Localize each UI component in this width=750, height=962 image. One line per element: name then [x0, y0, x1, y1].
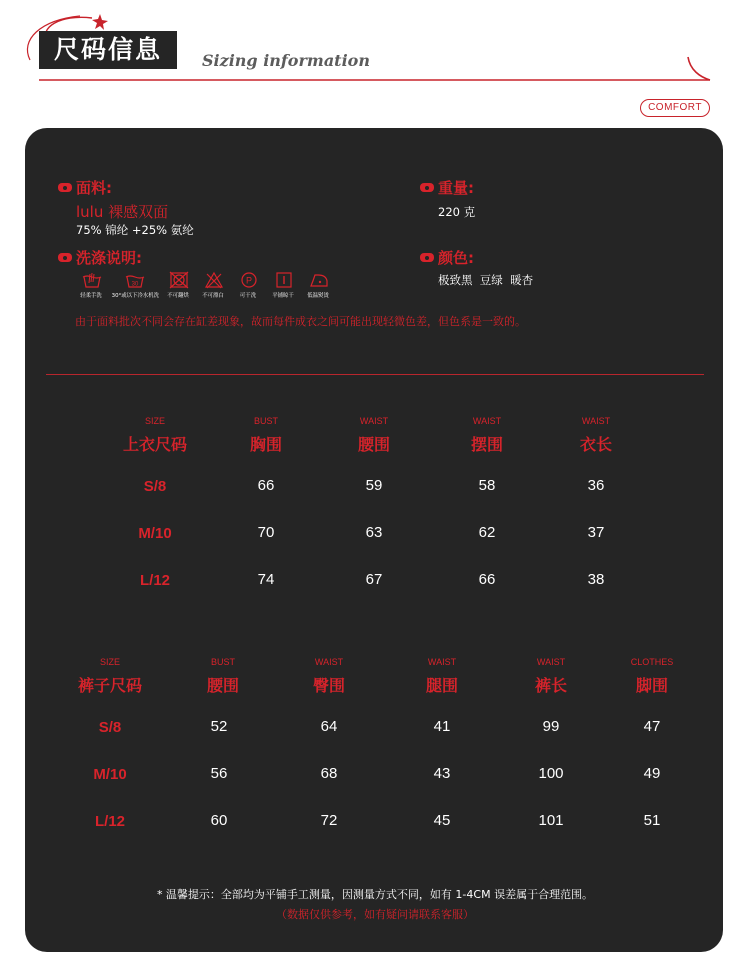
- care-item: P 可干洗: [231, 271, 266, 299]
- row-size: M/10: [138, 525, 172, 542]
- bullet-icon: [420, 253, 434, 262]
- table-cell: 45: [433, 812, 451, 829]
- care-item: 轻柔手洗: [74, 271, 109, 299]
- row-size: S/8: [98, 719, 122, 736]
- col-header-cn: 摆围: [470, 435, 503, 454]
- wash-label: 洗涤说明:: [58, 247, 142, 268]
- table-cell: 47: [643, 718, 661, 735]
- color-label: 颜色:: [420, 247, 474, 268]
- col-header-en: WAIST: [472, 416, 502, 426]
- care-item: 不可漂白: [196, 271, 231, 299]
- table-cell: 36: [587, 477, 605, 494]
- care-item: 不可翻烘: [161, 271, 196, 299]
- table-cell: 56: [210, 765, 228, 782]
- bullet-icon: [58, 253, 72, 262]
- col-header-cn: 衣长: [579, 435, 612, 454]
- table-cell: 64: [320, 718, 338, 735]
- page-subtitle: Sizing information: [202, 51, 370, 70]
- col-header-cn: 脚围: [635, 676, 668, 695]
- color-difference-notice: 由于面料批次不同会存在缸差现象，故而每件成衣之间可能出现轻微色差，但色系是一致的。: [75, 315, 526, 328]
- measurement-tip: * 温馨提示：全部均为平铺手工测量，因测量方式不同，如有 1-4CM 误差属于合理范围。: [156, 888, 594, 901]
- hand-wash-icon: [81, 271, 103, 289]
- col-header-en: WAIST: [359, 416, 389, 426]
- table-cell: 51: [643, 812, 661, 829]
- table-cell: 74: [257, 571, 275, 588]
- table-cell: 62: [478, 524, 496, 541]
- row-size: M/10: [93, 766, 127, 783]
- care-item: 30 30°或以下冷水机洗: [109, 271, 161, 299]
- table-cell: 43: [433, 765, 451, 782]
- col-header-en: CLOTHES: [630, 657, 674, 667]
- table-cell: 66: [257, 477, 275, 494]
- table-cell: 37: [587, 524, 605, 541]
- section-divider: [46, 374, 704, 375]
- care-item: 平铺晾干: [266, 271, 301, 299]
- svg-text:P: P: [245, 275, 252, 286]
- machine-wash-30-icon: [124, 271, 146, 289]
- table-cell: 72: [320, 812, 338, 829]
- dry-flat-icon: [273, 271, 295, 289]
- table-cell: 67: [365, 571, 383, 588]
- iron-low-icon: [308, 271, 330, 289]
- table-cell: 52: [210, 718, 228, 735]
- row-size: L/12: [139, 572, 170, 589]
- col-header-cn: 腰围: [357, 435, 390, 454]
- table-cell: 68: [320, 765, 338, 782]
- col-header-en: WAIST: [581, 416, 611, 426]
- dry-clean-p-icon: [238, 271, 260, 289]
- col-header-en: WAIST: [427, 657, 457, 667]
- fabric-label: 面料:: [58, 177, 112, 198]
- fabric-composition: 75% 锦纶 +25% 氨纶: [76, 223, 194, 237]
- col-header-cn: 腿围: [425, 676, 458, 695]
- color-options: 极致黑 豆绿 暖杏: [438, 273, 534, 287]
- col-header-en: BUST: [210, 657, 235, 667]
- table-cell: 100: [538, 765, 564, 782]
- col-header-en: SIZE: [99, 657, 120, 667]
- row-size: S/8: [143, 478, 167, 495]
- table-cell: 70: [257, 524, 275, 541]
- col-header-cn: 胸围: [249, 435, 282, 454]
- col-header-en: BUST: [253, 416, 278, 426]
- table-cell: 38: [587, 571, 605, 588]
- comfort-badge: COMFORT: [640, 99, 710, 117]
- fabric-name: lulu 裸感双面: [76, 203, 169, 221]
- col-header-cn: 臀围: [312, 676, 345, 695]
- col-header-cn: 腰围: [206, 676, 239, 695]
- table-cell: 63: [365, 524, 383, 541]
- care-item: 低温熨烫: [301, 271, 336, 299]
- weight-label: 重量:: [420, 177, 474, 198]
- col-header-en: WAIST: [314, 657, 344, 667]
- table-cell: 41: [433, 718, 451, 735]
- table-cell: 60: [210, 812, 228, 829]
- col-header-cn: 裤长: [534, 676, 567, 695]
- reference-note: （数据仅供参考，如有疑问请联系客服）: [276, 908, 474, 921]
- svg-text:30: 30: [131, 281, 139, 288]
- no-tumble-dry-icon: [168, 271, 190, 289]
- col-header-en: WAIST: [536, 657, 566, 667]
- col-header-en: SIZE: [144, 416, 165, 426]
- col-header-cn: 裤子尺码: [77, 676, 142, 695]
- weight-value: 220 克: [438, 205, 476, 219]
- row-size: L/12: [94, 813, 125, 830]
- table-cell: 58: [478, 477, 496, 494]
- table-cell: 66: [478, 571, 496, 588]
- bullet-icon: [420, 183, 434, 192]
- page-title: 尺码信息: [39, 31, 177, 69]
- care-instructions: [74, 271, 336, 299]
- col-header-cn: 上衣尺码: [122, 435, 187, 454]
- no-bleach-icon: [203, 271, 225, 289]
- table-cell: 99: [542, 718, 560, 735]
- table-cell: 49: [643, 765, 661, 782]
- table-cell: 101: [538, 812, 564, 829]
- bullet-icon: [58, 183, 72, 192]
- table-cell: 59: [365, 477, 383, 494]
